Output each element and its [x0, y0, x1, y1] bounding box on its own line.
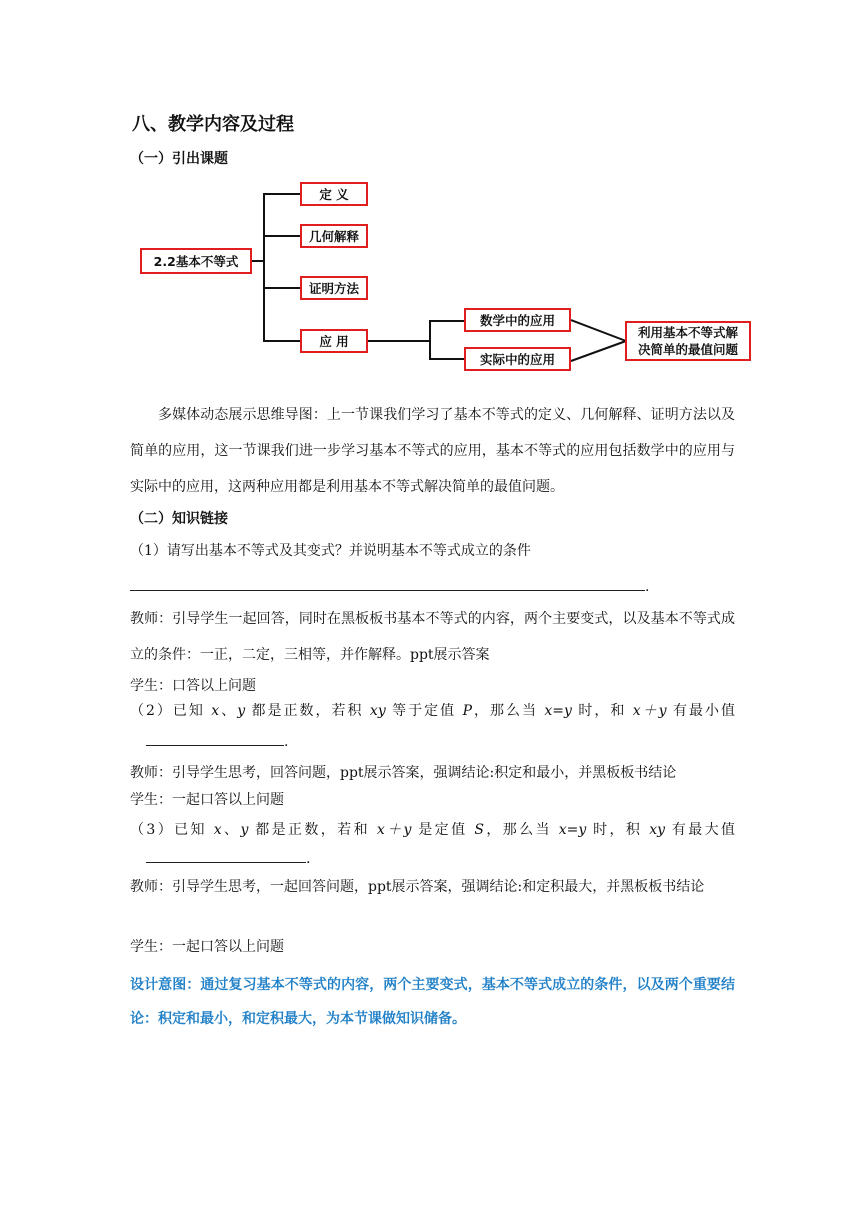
answer-line-3: .	[130, 848, 735, 869]
mindmap-app-math: 数学中的应用	[464, 308, 571, 332]
mindmap-branch-application: 应 用	[300, 329, 368, 353]
mindmap-root-box	[140, 248, 252, 274]
answer-blank[interactable]	[146, 731, 284, 746]
student-note-2: 学生：一起口答以上问题	[130, 792, 284, 808]
answer-blank[interactable]	[146, 848, 306, 863]
answer-blank[interactable]	[130, 576, 645, 591]
teacher-note-3: 教师：引导学生思考，一起回答问题，ppt展示答案，强调结论:和定积最大，并黑板板书结论	[130, 879, 705, 895]
answer-line-1	[130, 576, 735, 597]
mindmap-root-label: 2.2基本不等式	[153, 253, 239, 269]
connector	[429, 320, 431, 360]
connector	[263, 287, 301, 289]
answer-line-2: .	[130, 731, 735, 752]
question-1: （1）请写出基本不等式及其变式？并说明基本不等式成立的条件	[130, 543, 531, 559]
connector	[429, 320, 465, 322]
mindmap-branch-geometric: 几何解释	[300, 224, 368, 248]
question-3: （3）已知 x、y 都是正数，若和 x＋y 是定值 S，那么当 x=y 时，积 xy 有最大值	[130, 822, 736, 838]
connector	[263, 340, 301, 342]
connector	[263, 193, 301, 195]
part1-heading: （一）引出课题	[130, 151, 228, 167]
part2-heading: （二）知识链接	[130, 511, 228, 527]
converging-lines	[571, 318, 627, 364]
student-note-1: 学生：口答以上问题	[130, 678, 256, 694]
connector	[429, 358, 465, 360]
student-note-3: 学生：一起口答以上问题	[130, 939, 284, 955]
teacher-note-1: 教师：引导学生一起回答，同时在黑板板书基本不等式的内容，两个主要变式，以及基本不等式成立的条件：一正，二定，三相等，并作解释。ppt展示答案	[130, 611, 735, 663]
mindmap-result-box: 利用基本不等式解 决简单的最值问题	[625, 321, 751, 361]
mindmap-app-practical: 实际中的应用	[464, 347, 571, 371]
period: .	[645, 579, 650, 595]
mindmap-branch-proof: 证明方法	[300, 276, 368, 300]
mindmap-branch-definition: 定 义	[300, 182, 368, 206]
connector	[263, 235, 301, 237]
connector	[368, 340, 430, 342]
mind-map	[0, 0, 860, 400]
connector	[263, 193, 265, 342]
section-title: 八、教学内容及过程	[132, 114, 294, 135]
question-2: （2）已知 x、y 都是正数，若积 xy 等于定值 P，那么当 x=y 时，和 x＋y 有最小值	[130, 703, 736, 719]
intro-paragraph: 多媒体动态展示思维导图：上一节课我们学习了基本不等式的定义、几何解释、证明方法以及简单的应用，这一节课我们进一步学习基本不等式的应用，基本不等式的应用包括数学中的应用与实际中的应用，这两种应用都是利用基本不等式解决简单的最值问题。	[130, 407, 735, 495]
teacher-note-2: 教师：引导学生思考，回答问题，ppt展示答案，强调结论:积定和最小，并黑板板书结论	[130, 765, 677, 781]
design-intent: 设计意图：通过复习基本不等式的内容，两个主要变式，基本不等式成立的条件，以及两个重要结论：积定和最小，和定积最大，为本节课做知识储备。	[130, 977, 735, 1027]
